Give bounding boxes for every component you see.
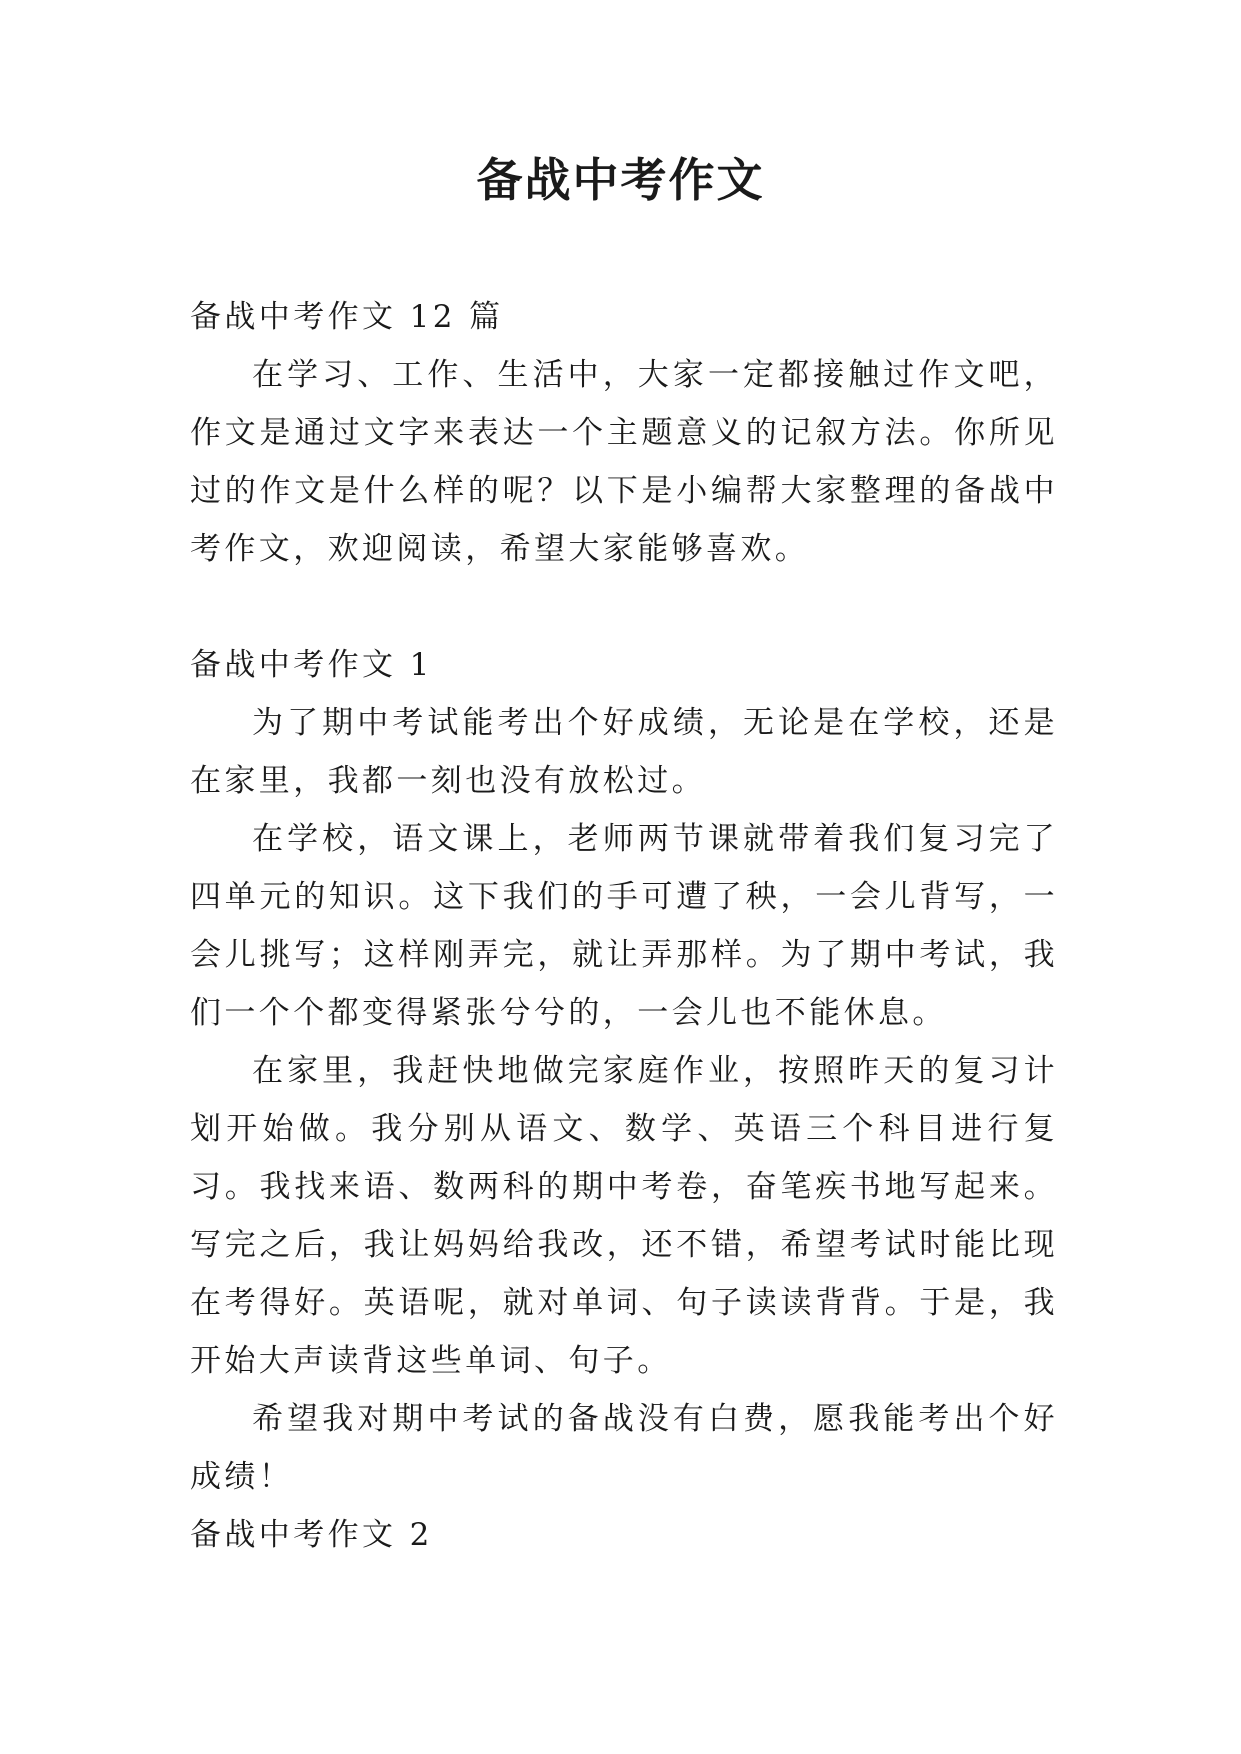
document-body xyxy=(190,288,1058,1564)
intro-paragraph: 在学习、工作、生活中，大家一定都接触过作文吧，作文是通过文字来表达一个主题意义的记叙方法。你所见过的作文是什么样的呢？以下是小编帮大家整理的备战中考作文，欢迎阅读，希望大家能够喜欢。 xyxy=(190,357,1058,567)
section-spacer xyxy=(190,578,1058,636)
section-1-heading: 备战中考作文 1 xyxy=(190,647,433,683)
document-title: 备战中考作文 xyxy=(476,153,765,207)
document-subtitle: 备战中考作文 12 篇 xyxy=(190,299,504,335)
section-1-paragraph-1: 为了期中考试能考出个好成绩，无论是在学校，还是在家里，我都一刻也没有放松过。 xyxy=(190,705,1058,799)
section-1-paragraph-3: 在家里，我赶快地做完家庭作业，按照昨天的复习计划开始做。我分别从语文、数学、英语三个科目进行复习。我找来语、数两科的期中考卷，奋笔疾书地写起来。写完之后，我让妈妈给我改，还不错，希望考试时能比现在考得好。英语呢，就对单词、句子读读背背。于是，我开始大声读背这些单词、句子。 xyxy=(190,1053,1058,1379)
section-1-paragraph-2: 在学校，语文课上，老师两节课就带着我们复习完了四单元的知识。这下我们的手可遭了秧，一会儿背写，一会儿挑写；这样刚弄完，就让弄那样。为了期中考试，我们一个个都变得紧张兮兮的，一会儿也不能休息。 xyxy=(190,821,1058,1031)
section-2-heading: 备战中考作文 2 xyxy=(190,1517,433,1553)
section-1-paragraph-4: 希望我对期中考试的备战没有白费，愿我能考出个好成绩！ xyxy=(190,1401,1058,1495)
